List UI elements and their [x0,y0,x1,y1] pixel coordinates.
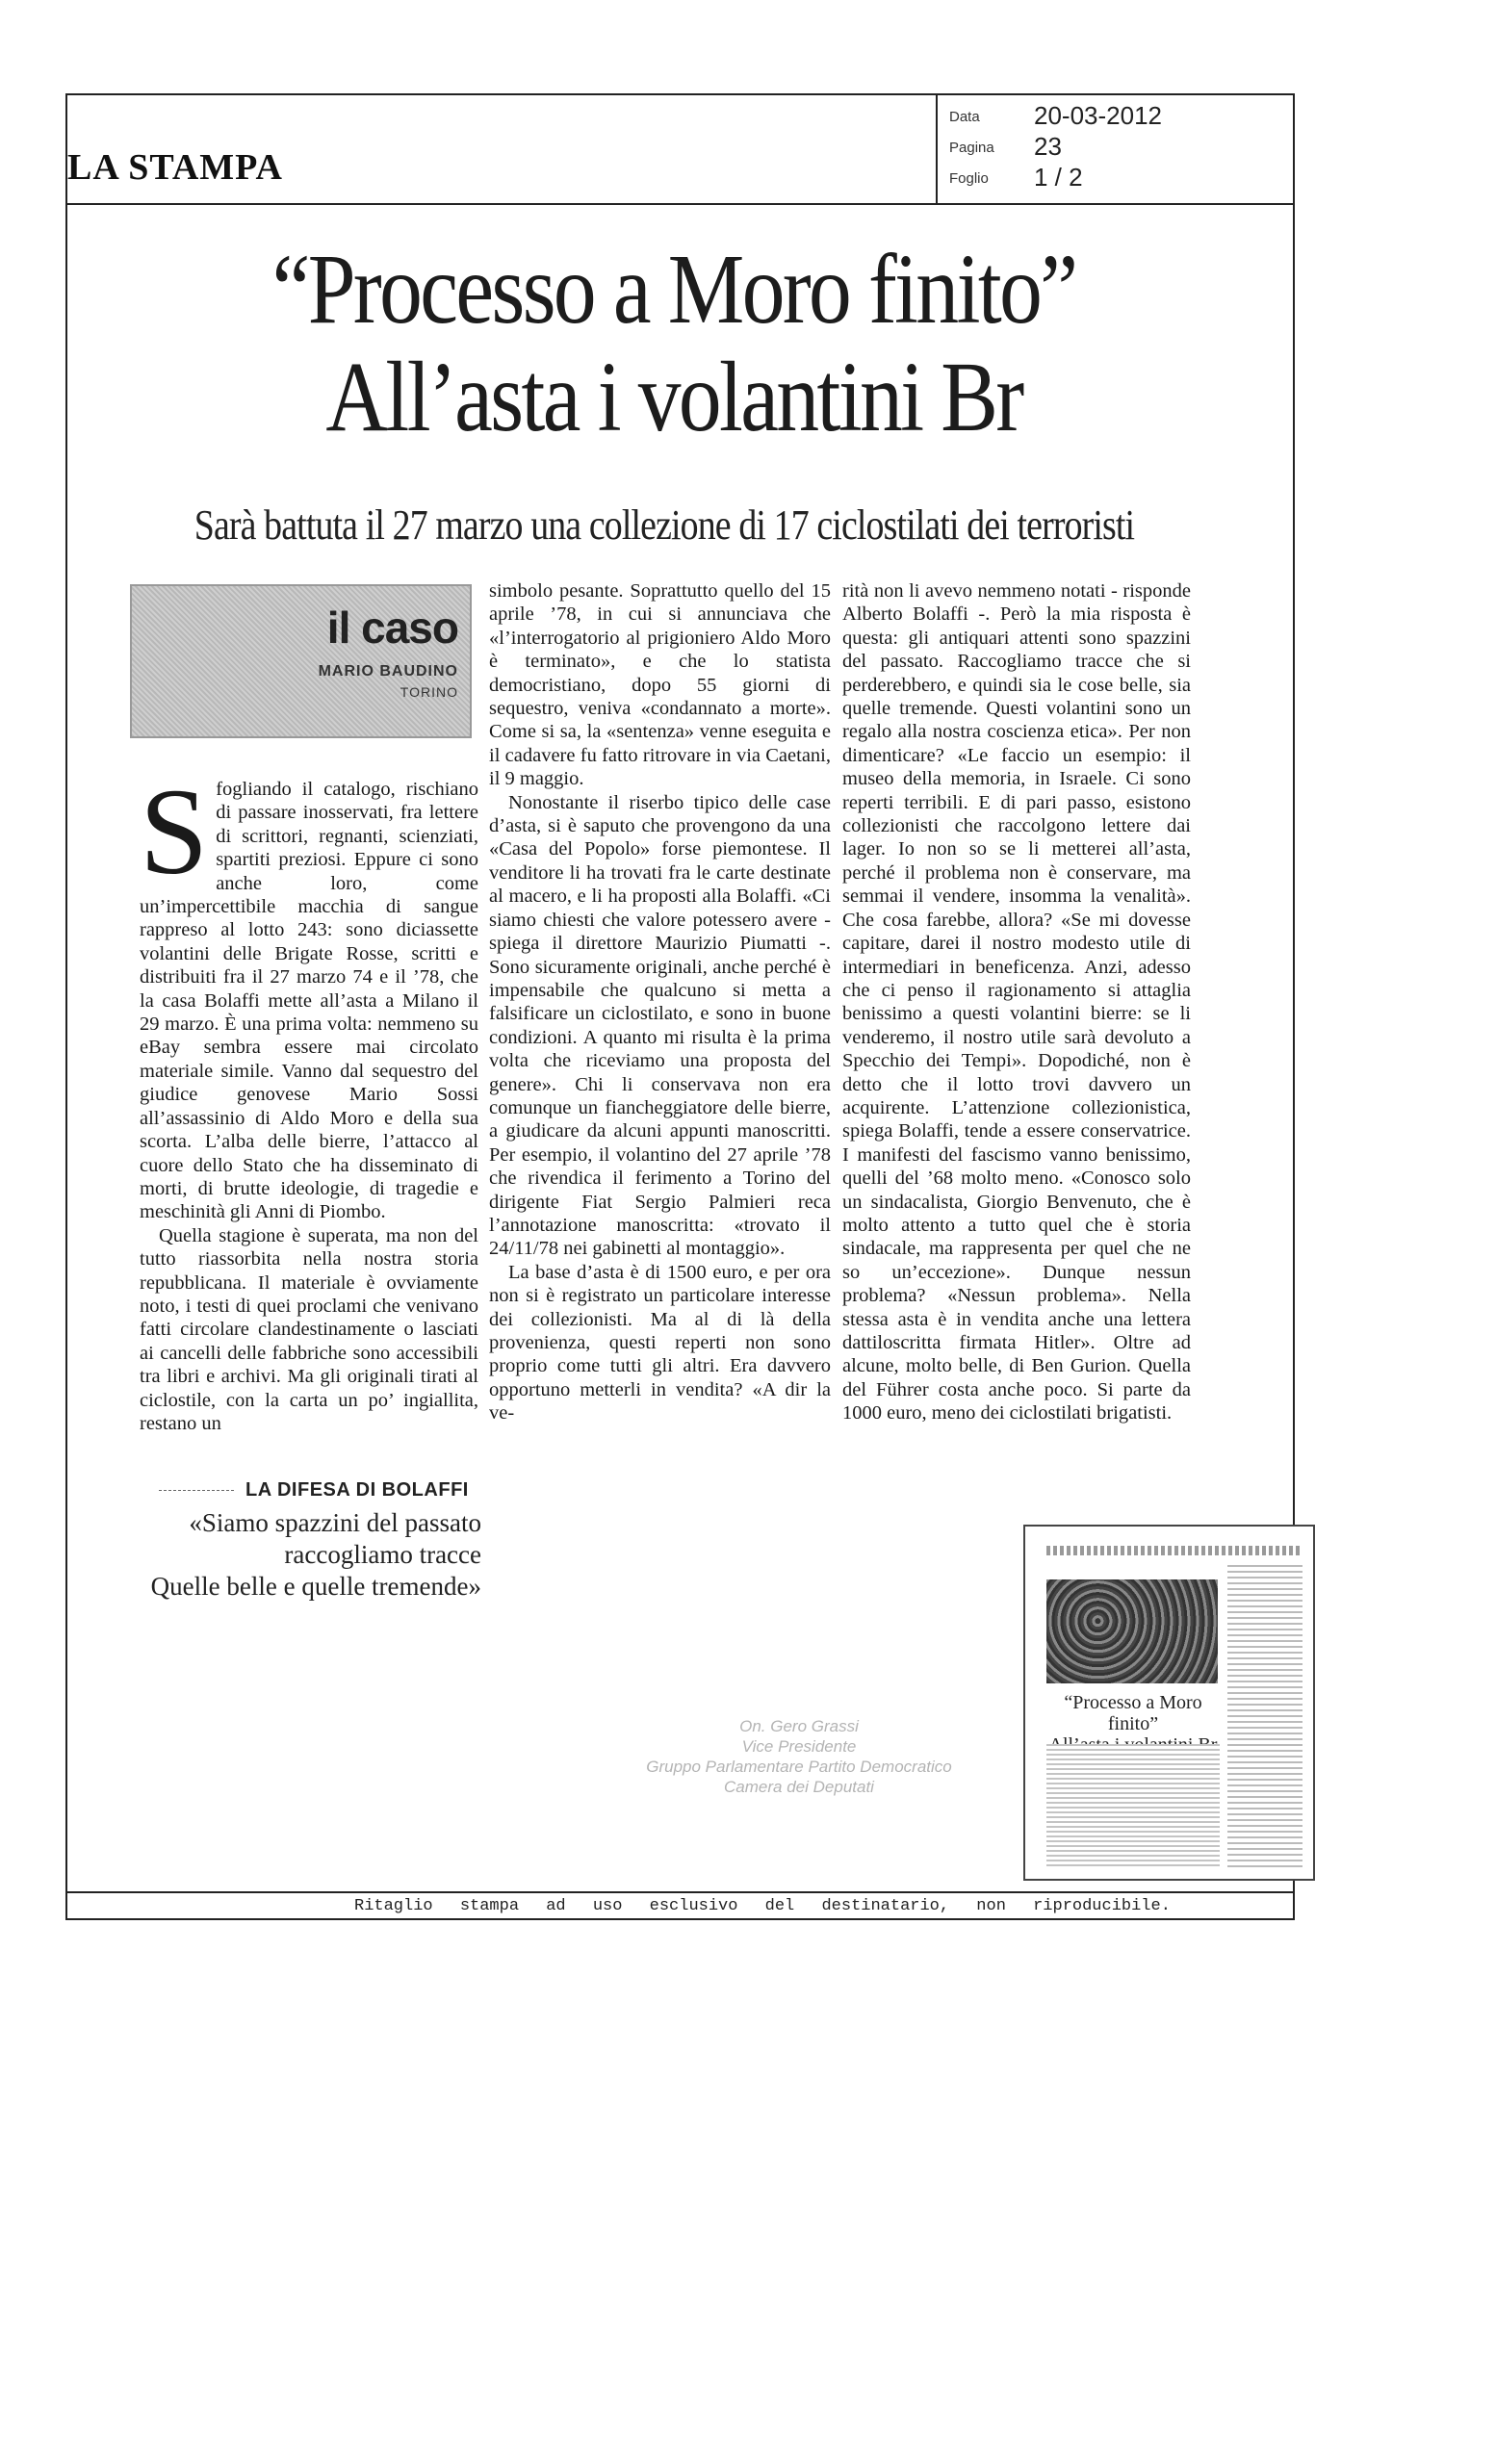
page-thumbnail [1023,1525,1315,1881]
pull-quote-line: raccogliamo tracce [284,1540,481,1569]
headline [152,236,1196,451]
article-column-2 [489,579,831,1425]
footer-text: Ritaglio stampa ad uso esclusivo del destinatario, non riproducibile. [354,1897,1171,1915]
meta-row-page [938,132,1295,161]
watermark-line: Gruppo Parlamentare Partito Democratico [646,1758,952,1776]
thumbnail-body-text [1046,1744,1220,1869]
headline-line-1: “Processo a Moro finito” [271,234,1076,345]
subheadline: Sarà battuta il 27 marzo una collezione di 17 ciclostilati dei terroristi [193,501,1135,549]
pull-quote-line: Quelle belle e quelle tremende» [150,1572,481,1601]
headline-line-2: All’asta i volantini Br [325,342,1022,452]
paragraph: La base d’asta è di 1500 euro, e per ora non si è registrato un particolare interesse dei collezionisti. Ma al di là della provenienza, questi reperti non sono proprio come tutti gli altri. Era davvero opportuno metterli in vendita? «A dir la ve- [489,1261,831,1424]
paragraph: Quella stagione è superata, ma non del tutto riassorbita nella nostra storia repubblicana. Il materiale è ovviamente noto, i testi di quei proclami che venivano fatti circolare clandestinamente o lasciati ai cancelli delle fabbriche sono accessibili tra libri e archivi. Ma gli originali tirati al ciclostile, con la carta un po’ ingiallita, restano un [140,1224,478,1434]
watermark-line: Camera dei Deputati [724,1778,874,1796]
meta-value: 20-03-2012 [1034,101,1162,130]
article-column-3 [842,579,1191,1425]
footer [65,1891,1295,1918]
meta-label: Pagina [949,140,994,156]
watermark-line: On. Gero Grassi [739,1717,859,1735]
meta-value: 23 [1034,132,1062,161]
meta-label: Foglio [949,170,989,187]
watermark [578,1716,1020,1797]
paragraph: Nonostante il riserbo tipico delle case d’asta, si è saputo che provengono da una «Casa del Popolo» forse piemontese. Il venditore li ha trovati fra le carte destinate al macero, e li ha proposti alla Bolaffi. «Ci siamo chiesti che valore potessero avere - spiega il direttore Maurizio Piumatti -. Sono sicuramente originali, anche perché è impensabile che qualcuno si metta a falsificare un ciclostilato, e sono in buone condizioni. A quanto mi risulta è la prima volta che riceviamo una proposta del genere». Chi li conservava non era comunque un fiancheggiatore delle bierre, a giudicare da alcuni appunti manoscritti. Per esempio, il volantino del 27 aprile ’78 che rivendica il ferimento a Torino del dirigente Fiat Sergio Palmieri reca l’annotazione manoscritta: «trovato il 24/11/78 nei gabinetti al montaggio». [489,791,831,1260]
byline-city: TORINO [400,684,458,700]
byline-author: MARIO BAUDINO [318,663,458,680]
kicker: il caso [326,603,458,653]
meta-row-sheet [938,163,1295,192]
pull-quote [135,1507,481,1603]
kicker-box [130,584,472,738]
thumbnail-photo [1046,1579,1218,1683]
meta-label: Data [949,109,980,125]
watermark-line: Vice Presidente [741,1737,857,1756]
pull-quote-line: «Siamo spazzini del passato [189,1508,481,1537]
thumbnail-header-rule [1046,1546,1303,1555]
paragraph-text: fogliando il catalogo, rischiano di passare inosservati, fra lettere di scrittori, regnanti, scienziati, spartiti preziosi. Eppure ci sono anche loro, come un’impercettibile macchia di sangue rappreso al lotto 243: sono diciassette volantini delle Brigate Rosse, scritti e distribuiti fra il 27 marzo 74 e il ’78, che la casa Bolaffi mette all’asta a Milano il 29 marzo. È una prima volta: nemmeno su eBay sembra essere mai circolato materiale simile. Vanno dal sequestro del giudice genovese Mario Sossi all’assassinio di Aldo Moro e della sua scorta. L’alba delle bierre, l’attacco al cuore dello Stato che ha disseminato di morti, di brutte ideologie, di tragedie e meschinità gli Anni di Piombo. [140,779,478,1223]
masthead: LA STAMPA [67,147,283,188]
thumbnail-side-text [1227,1565,1303,1868]
meta-row-date [938,101,1295,130]
meta-box [936,93,1295,205]
pull-quote-label: LA DIFESA DI BOLAFFI [245,1479,469,1501]
article-column-1 [140,763,478,1435]
paragraph [140,763,478,1224]
drop-cap: S [140,763,209,900]
paragraph: rità non li avevo nemmeno notati - risponde Alberto Bolaffi -. Però la mia risposta è questa: gli antiquari attenti sono spazzini del passato. Raccogliamo tracce che si perderebbero, e quindi sia le cose belle, sia quelle tremende. Questi volantini sono un regalo alla nostra coscienza etica». Per non dimenticare? «Le faccio un esempio: il museo della memoria, in Israele. Ci sono reperti terribili. E di pari passo, esistono collezionisti che raccolgono lettere dai lager. Io non so se li metterei all’asta, perché il problema non è conservare, ma semmai il vendere, insomma la venalità». Che cosa farebbe, allora? «Se mi dovesse capitare, darei il nostro modesto utile di intermediari in beneficenza. Anzi, adesso che ci penso il ragionamento si attaglia benissimo a questi volantini bierre: se li venderemo, il nostro utile sarà devoluto a Specchio dei Tempi». Dopodiché, non è detto che il lotto trovi davvero un acquirente. L’attenzione collezionistica, spiega Bolaffi, tende a essere conservatrice. I manifesti del fascismo vanno benissimo, quelli del ’68 molto meno. «Conosco solo un sindacalista, Giorgio Benvenuto, che è molto attento a tutto quel che è storia sindacale, ma rappresenta per quel che ne so un’eccezione». Dunque nessun problema? «Nessun problema». Nella stessa asta è in vendita anche una lettera dattiloscritta firmata Hitler». Oltre ad alcune, molto belle, di Ben Gurion. Quella del Führer costa anche poco. Si parte da 1000 euro, meno dei ciclostilati brigatisti. [842,580,1191,1424]
meta-value: 1 / 2 [1034,163,1083,192]
thumbnail-headline-line: “Processo a Moro finito” [1064,1692,1202,1734]
paragraph: simbolo pesante. Soprattutto quello del 15 aprile ’78, in cui si annunciava che «l’interrogatorio al prigioniero Aldo Moro è terminato», e che lo statista democristiano, dopo 55 giorni di sequestro, veniva «condannato a morte». Come si sa, la «sentenza» venne eseguita e il cadavere fu fatto ritrovare in via Caetani, il 9 maggio. [489,580,831,790]
